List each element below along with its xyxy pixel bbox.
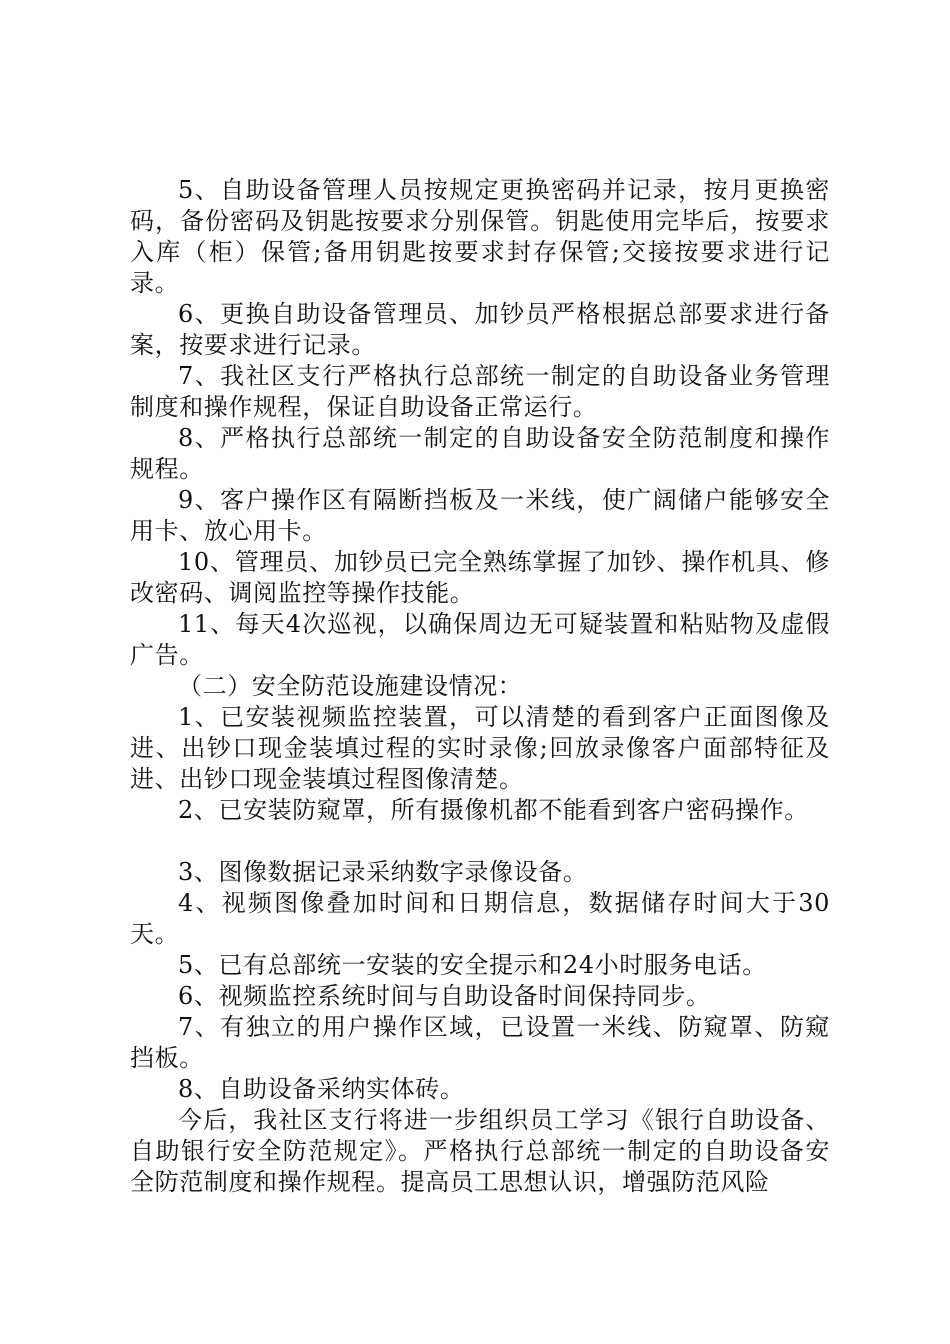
paragraph-item-10-skills: 10、管理员、加钞员已完全熟练掌握了加钞、操作机具、修改密码、调阅监控等操作技能。 bbox=[130, 548, 830, 607]
paragraph-item-11-patrol: 11、每天4次巡视，以确保周边无可疑装置和粘贴物及虚假广告。 bbox=[130, 610, 830, 669]
paragraph-item-7-operation-rules: 7、我社区支行严格执行总部统一制定的自助设备业务管理制度和操作规程，保证自助设备正常运行。 bbox=[130, 362, 830, 421]
paragraph-conclusion: 今后，我社区支行将进一步组织员工学习《银行自助设备、自助银行安全防范规定》。严格执行总部统一制定的自助设备安全防范制度和操作规程。提高员工思想认识，增强防范风险 bbox=[130, 1106, 830, 1196]
paragraph-facility-3-recording: 3、图像数据记录采纳数字录像设备。 bbox=[178, 858, 588, 886]
paragraph-item-6-staff-filing: 6、更换自助设备管理员、加钞员严格根据总部要求进行备案，按要求进行记录。 bbox=[130, 300, 830, 359]
section-heading-security-facilities: （二）安全防范设施建设情况： bbox=[178, 672, 523, 700]
document-body bbox=[130, 175, 830, 1198]
paragraph-facility-2-peep-cover: 2、已安装防窥罩，所有摄像机都不能看到客户密码操作。 bbox=[178, 796, 809, 824]
paragraph-facility-1-video: 1、已安装视频监控装置，可以清楚的看到客户正面图像及进、出钞口现金装填过程的实时录像;回放录像客户面部特征及进、出钞口现金装填过程图像清楚。 bbox=[130, 703, 830, 793]
paragraph-facility-6-time-sync: 6、视频监控系统时间与自助设备时间保持同步。 bbox=[178, 982, 711, 1010]
paragraph-facility-4-timestamp: 4、视频图像叠加时间和日期信息，数据储存时间大于30天。 bbox=[130, 889, 830, 948]
paragraph-item-5-password: 5、自助设备管理人员按规定更换密码并记录，按月更换密码，备份密码及钥匙按要求分别保管。钥匙使用完毕后，按要求入库（柜）保管;备用钥匙按要求封存保管;交接按要求进行记录。 bbox=[130, 176, 830, 297]
paragraph-facility-8-brick: 8、自助设备采纳实体砖。 bbox=[178, 1075, 465, 1103]
paragraph-item-9-customer-area: 9、客户操作区有隔断挡板及一米线，使广阔储户能够安全用卡、放心用卡。 bbox=[130, 486, 830, 545]
paragraph-item-8-security-rules: 8、严格执行总部统一制定的自助设备安全防范制度和操作规程。 bbox=[130, 424, 830, 483]
paragraph-facility-7-user-area: 7、有独立的用户操作区域，已设置一米线、防窥罩、防窥挡板。 bbox=[130, 1013, 830, 1072]
paragraph-facility-5-hotline: 5、已有总部统一安装的安全提示和24小时服务电话。 bbox=[178, 951, 767, 979]
